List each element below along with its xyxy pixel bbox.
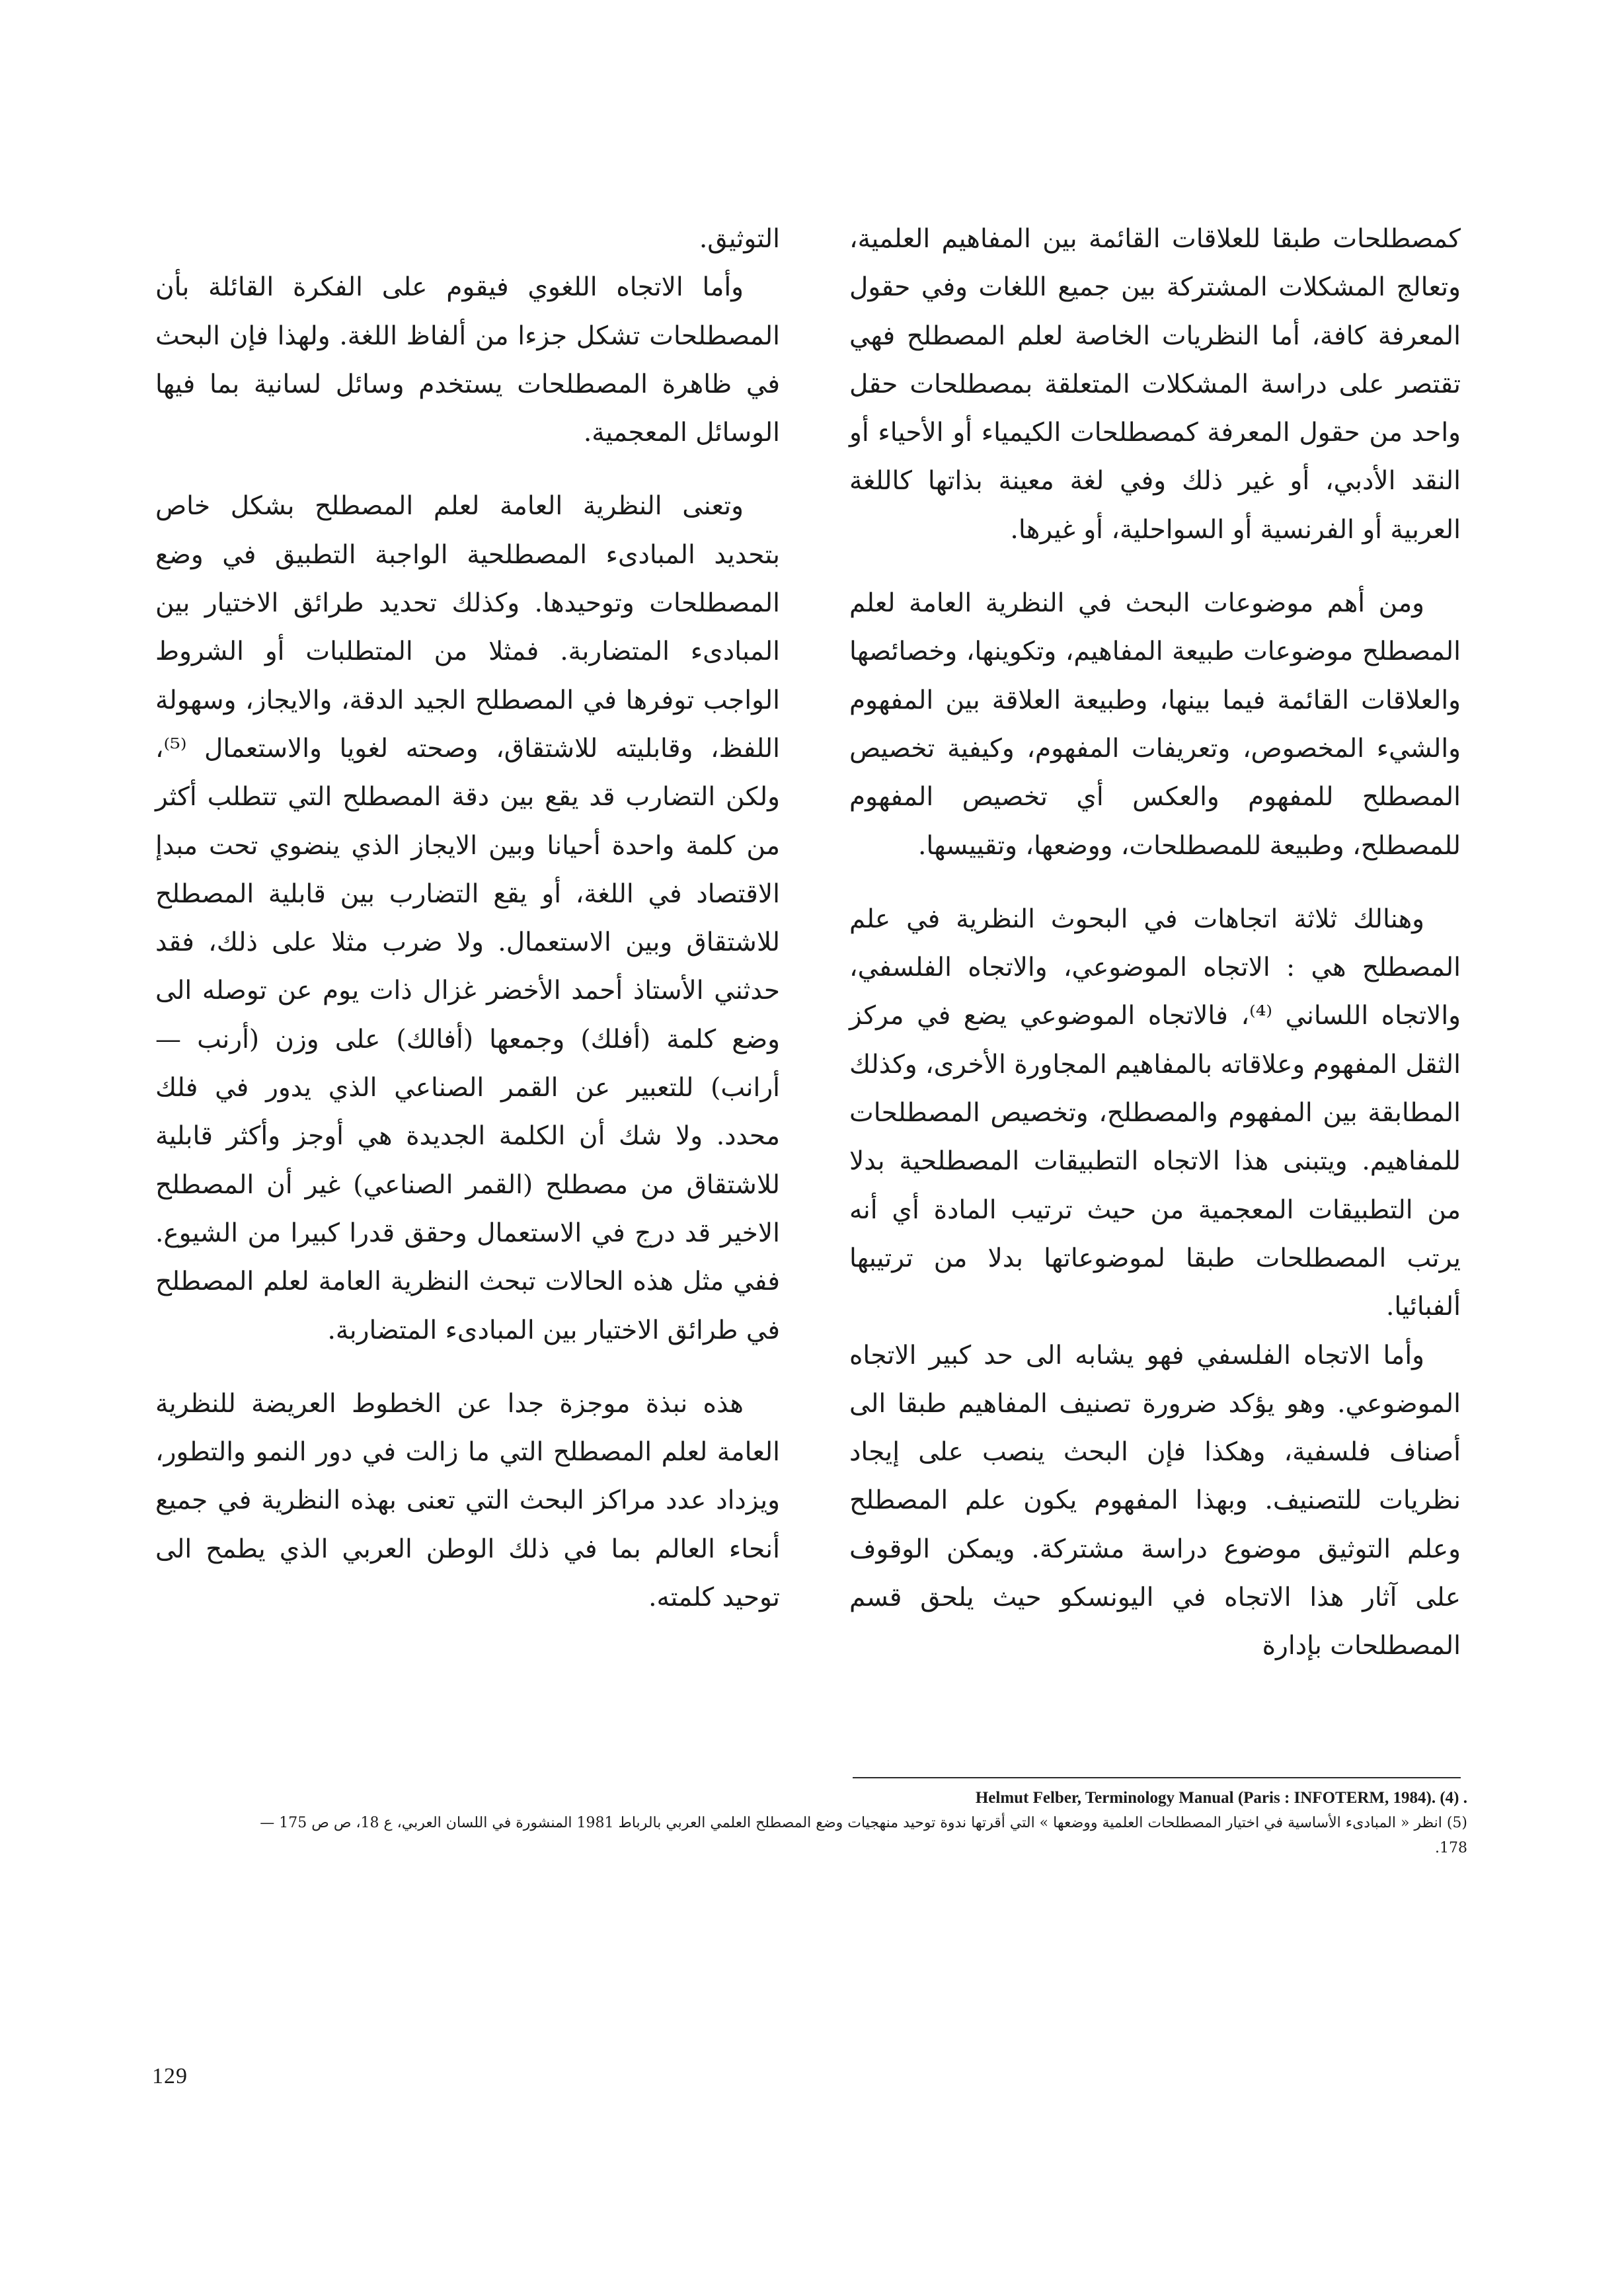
- page-number: 129: [152, 2064, 188, 2088]
- right-paragraph-3: وهنالك ثلاثة اتجاهات في البحوث النظرية في علم المصطلح هي : الاتجاه الموضوعي، والاتجاه الفلسفي، والاتجاه اللساني ⁽⁴⁾، فالاتجاه الموضوعي يضع في مركز الثقل المفهوم وعلاقاته بالمفاهيم المجاورة الأخرى، وكذلك المطابقة بين المفهوم والمصطلح، وتخصيص المصطلحات للمفاهيم. ويتبنى هذا الاتجاه التطبيقات المصطلحية بدلا من التطبيقات المعجمية من حيث ترتيب المادة أي أنه يرتب المصطلحات طبقا لموضوعاتها بدلا من ترتيبها ألفبائيا.: [849, 904, 1461, 1322]
- footnote-4: Helmut Felber, Terminology Manual (Paris : INFOTERM, 1984). (4) .: [975, 1789, 1467, 1807]
- right-paragraph-2: ومن أهم موضوعات البحث في النظرية العامة لعلم المصطلح موضوعات طبيعة المفاهيم، وتكوينها، وخصائصها والعلاقات القائمة فيما بينها، وطبيعة العلاقة بين المفهوم والشيء المخصوص، وتعريفات المفهوم، وكيفية تخصيص المصطلح للمفهوم والعكس أي تخصيص المفهوم للمصطلح، وطبيعة للمصطلحات، ووضعها، وتقييسها.: [849, 588, 1461, 861]
- footnotes: [251, 1785, 1467, 1861]
- left-text-column: [155, 215, 780, 1622]
- left-paragraph-4: هذه نبذة موجزة جدا عن الخطوط العريضة للنظرية العامة لعلم المصطلح التي ما زالت في دور النمو والتطور، ويزداد عدد مراكز البحث التي تعنى بهذه النظرية في جميع أنحاء العالم بما في ذلك الوطن العربي الذي يطمح الى توحيد كلمته.: [155, 1388, 780, 1613]
- footnote-5: (5) انظر « المبادىء الأساسية في اختيار المصطلحات العلمية ووضعها » التي أقرتها ندوة توحيد منهجيات وضع المصطلح العلمي العربي بالرباط 1981 المنشورة في اللسان العربي، ع 18، ص ص 175 — 178.: [260, 1815, 1467, 1856]
- left-paragraph-1: التوثيق.: [699, 224, 780, 254]
- footnote-separator-rule: [853, 1777, 1461, 1778]
- left-paragraph-2: وأما الاتجاه اللغوي فيقوم على الفكرة القائلة بأن المصطلحات تشكل جزءا من ألفاظ اللغة. ولهذا فإن البحث في ظاهرة المصطلحات يستخدم وسائل لسانية بما فيها الوسائل المعجمية.: [155, 272, 780, 448]
- right-text-column: [849, 215, 1461, 1671]
- right-paragraph-4: وأما الاتجاه الفلسفي فهو يشابه الى حد كبير الاتجاه الموضوعي. وهو يؤكد ضرورة تصنيف المفاهيم طبقا الى أصناف فلسفية، وهكذا فإن البحث ينصب على إيجاد نظريات للتصنيف. وبهذا المفهوم يكون علم المصطلح وعلم التوثيق موضوع دراسة مشتركة. ويمكن الوقوف على آثار هذا الاتجاه في اليونسكو حيث يلحق قسم المصطلحات بإدارة: [849, 1340, 1461, 1661]
- left-paragraph-3: وتعنى النظرية العامة لعلم المصطلح بشكل خاص بتحديد المبادىء المصطلحية الواجبة التطبيق في وضع المصطلحات وتوحيدها. وكذلك تحديد طرائق الاختيار بين المبادىء المتضاربة. فمثلا من المتطلبات أو الشروط الواجب توفرها في المصطلح الجيد الدقة، والايجاز، وسهولة اللفظ، وقابليته للاشتقاق، وصحته لغويا والاستعمال ⁽⁵⁾، ولكن التضارب قد يقع بين دقة المصطلح التي تتطلب أكثر من كلمة واحدة أحيانا وبين الايجاز الذي ينضوي تحت مبدإ الاقتصاد في اللغة، أو يقع التضارب بين قابلية المصطلح للاشتقاق وبين الاستعمال. ولا ضرب مثلا على ذلك، فقد حدثني الأستاذ أحمد الأخضر غزال ذات يوم عن توصله الى وضع كلمة (أفلك) وجمعها (أفالك) على وزن (أرنب — أرانب) للتعبير عن القمر الصناعي الذي يدور في فلك محدد. ولا شك أن الكلمة الجديدة هي أوجز وأكثر قابلية للاشتقاق من مصطلح (القمر الصناعي) غير أن المصطلح الاخير قد درج في الاستعمال وحقق قدرا كبيرا من الشيوع. ففي مثل هذه الحالات تبحث النظرية العامة لعلم المصطلح في طرائق الاختيار بين المبادىء المتضاربة.: [155, 491, 780, 1345]
- right-paragraph-1: كمصطلحات طبقا للعلاقات القائمة بين المفاهيم العلمية، وتعالج المشكلات المشتركة بين جميع اللغات وفي حقول المعرفة كافة، أما النظريات الخاصة لعلم المصطلح فهي تقتصر على دراسة المشكلات المتعلقة بمصطلحات حقل واحد من حقول المعرفة كمصطلحات الكيمياء أو الأحياء أو النقد الأدبي، أو غير ذلك وفي لغة معينة بذاتها كاللغة العربية أو الفرنسية أو السواحلية، أو غيرها.: [849, 224, 1461, 545]
